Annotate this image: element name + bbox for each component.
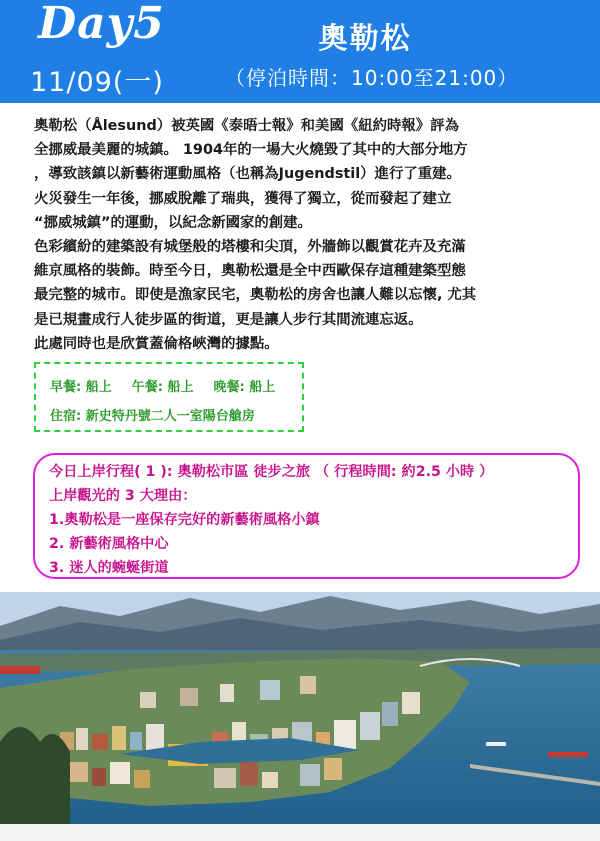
- day-title: Day5: [38, 0, 165, 49]
- reasons-heading: 上岸觀光的 3 大理由：: [49, 488, 197, 504]
- breakfast-label: 早餐: 船上: [50, 380, 112, 395]
- alesund-photo: [0, 592, 600, 841]
- dinner-label: 晚餐: 船上: [213, 380, 276, 395]
- intro-line: 維京風格的裝飾。時至今日，奧勒松還是全中西歐保存這種建築型態: [34, 263, 466, 280]
- dock-time: （停泊時間：10:00至21:00）: [225, 66, 519, 90]
- intro-line: 最完整的城市。即使是漁家民宅，奧勒松的房舍也讓人難以忘懷, 尤其: [34, 287, 477, 304]
- alesund-photo-illustration: [0, 592, 600, 841]
- meal-box: [34, 362, 304, 432]
- intro-line: 此處同時也是欣賞蓋倫格峽灣的據點。: [34, 335, 279, 352]
- reason-item: 3. 迷人的蜿蜒街道: [49, 560, 169, 576]
- intro-line: 火災發生一年後，挪威脫離了瑞典，獲得了獨立，從而發起了建立: [34, 190, 452, 207]
- reason-item: 2. 新藝術風格中心: [49, 536, 169, 552]
- tour-box: [33, 453, 580, 579]
- intro-text: [34, 114, 582, 356]
- date-label: 11/09(一): [30, 67, 164, 98]
- port-name: 奧勒松: [318, 21, 412, 55]
- intro-line: 全挪威最美麗的城鎮。 1904年的一場大火燒毀了其中的大部分地方: [34, 142, 468, 159]
- lunch-label: 午餐: 船上: [131, 380, 194, 395]
- intro-line: 奧勒松（Ålesund）被英國《泰晤士報》和美國《紐約時報》評為: [34, 118, 459, 134]
- tour-title: 今日上岸行程( 1 ): 奧勒松市區 徒步之旅 （ 行程時間: 約2.5 小時 ）: [49, 464, 494, 480]
- reason-item: 1.奧勒松是一座保存完好的新藝術風格小鎮: [49, 512, 320, 528]
- intro-line: 色彩繽紛的建築設有城堡般的塔樓和尖頂，外牆飾以觀賞花卉及充滿: [34, 239, 466, 256]
- lodging-label: 住宿: 新史特丹號二人一室陽台艙房: [50, 409, 255, 424]
- intro-line: “挪威城鎮”的運動，以紀念新國家的創建。: [34, 214, 312, 231]
- day-header: [0, 0, 600, 103]
- intro-line: ，導致該鎮以新藝術運動風格（也稱為Jugendstil）進行了重建。: [34, 166, 461, 183]
- intro-line: 是已規畫成行人徒步區的街道，更是讓人步行其間流連忘返。: [34, 311, 423, 328]
- meal-row: [50, 376, 295, 395]
